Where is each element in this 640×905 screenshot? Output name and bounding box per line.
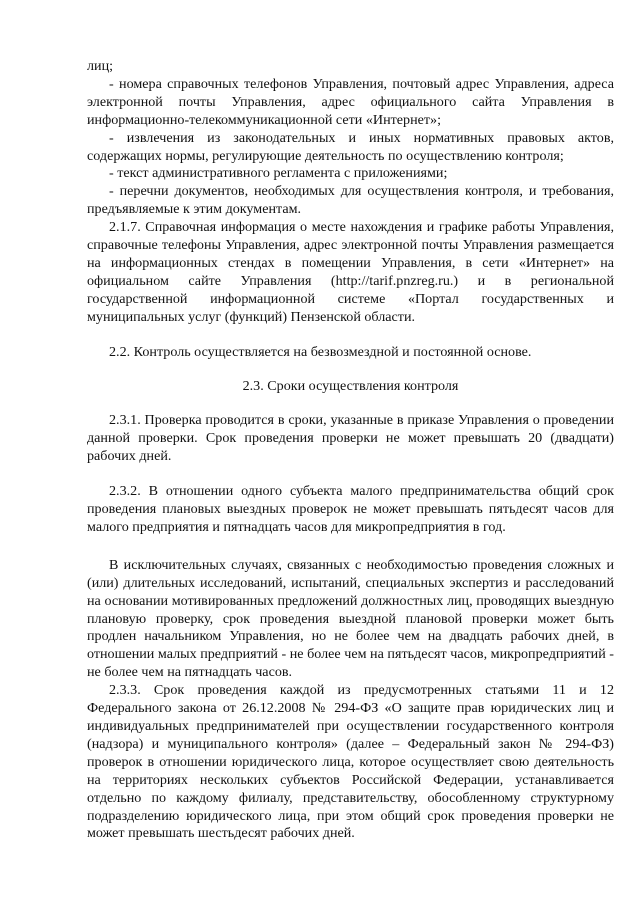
- paragraph-2-3-2: 2.3.2. В отношении одного субъекта малого предпринимательства общий срок проведения плановых выездных проверок не может превышать пятьдесят часов для малого предприятия и пятнадцать часов для микропредприятия в год.: [87, 483, 614, 535]
- paragraph-2-2: 2.2. Контроль осуществляется на безвозмездной и постоянной основе.: [109, 343, 532, 360]
- paragraph-2-3-3: 2.3.3. Срок проведения каждой из предусмотренных статьями 11 и 12 Федерального закона от 26.12.2008 № 294-ФЗ «О защите прав юридических лиц и индивидуальных предпринимателей при осуществлении государственного контроля (надзора) и муниципального контроля» (далее – Федеральный закон № 294-ФЗ) проверок в отношении юридического лица, которое осуществляет свою деятельность на территориях нескольких субъектов Российской Федерации, устанавливается отдельно по каждому филиалу, представительству, обособленному структурному подразделению юридического лица, при этом общий срок проведения проверки не может превышать шестьдесят рабочих дней.: [87, 682, 614, 842]
- paragraph-2-3-1: 2.3.1. Проверка проводится в сроки, указанные в приказе Управления о проведении данной проверки. Срок проведения проверки не может превышать 20 (двадцати) рабочих дней.: [87, 412, 614, 465]
- paragraph-list-item-phones: - номера справочных телефонов Управления, почтовый адрес Управления, адреса электронной почты Управления, адрес официального сайта Управления в информационно-телекоммуникационной сети «Интернет»;: [87, 75, 614, 128]
- document-page: [87, 58, 614, 843]
- paragraph-exceptional-cases: В исключительных случаях, связанных с необходимостью проведения сложных и (или) длительных исследований, испытаний, специальных экспертиз и расследований на основании мотивированных предложений должностных лиц, проводящих выездную плановую проверку, срок проведения выездной плановой проверки может быть продлен начальником Управления, но не более чем на двадцать рабочих дней, в отношении малых предприятий - не более чем на пятьдесят часов, микропредприятий - не более чем на пятнадцать часов.: [87, 556, 614, 681]
- paragraph-list-item-extracts: - извлечения из законодательных и иных нормативных правовых актов, содержащих нормы, регулирующие деятельность по осуществлению контроля;: [87, 129, 614, 164]
- section-heading-2-3: 2.3. Сроки осуществления контроля: [242, 377, 459, 394]
- paragraph-2-1-7: 2.1.7. Справочная информация о месте нахождения и графике работы Управления, справочные телефоны Управления, адрес электронной почты Управления размещается на информационных стендах в помещении Управления, в сети «Интернет» на официальном сайте Управления (http://tarif.pnzreg.ru.) и в региональной государственной информационной системе «Портал государственных и муниципальных услуг (функций) Пензенской области.: [87, 219, 614, 325]
- paragraph-list-item-documents: - перечни документов, необходимых для осуществления контроля, и требования, предъявляемые к этим документам.: [87, 183, 614, 218]
- paragraph-continuation: лиц;: [87, 58, 114, 74]
- paragraph-list-item-regulation-text: - текст административного регламента с приложениями;: [109, 165, 448, 182]
